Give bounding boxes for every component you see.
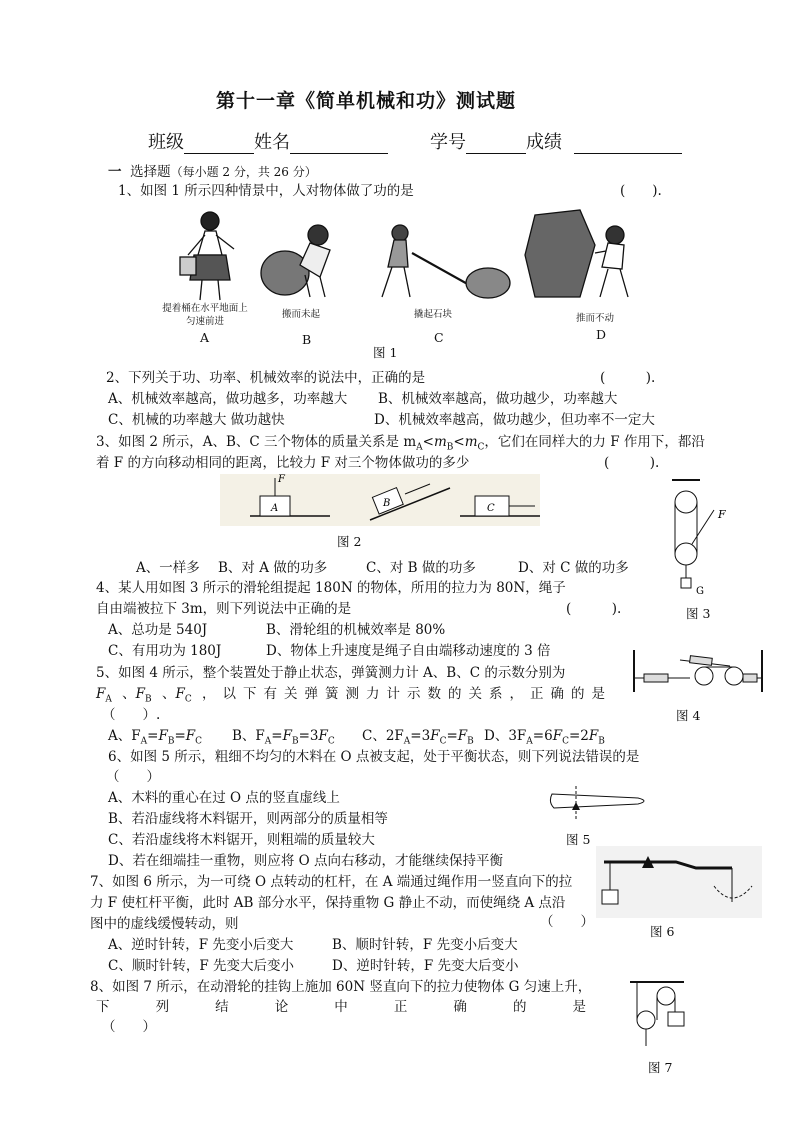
fig1-caption-b: 搬而未起: [282, 309, 321, 320]
q8-stem-line1: 8、如图 7 所示，在动滑轮的挂钩上施加 60N 竖直向下的拉力使物体 G 匀速上升，: [90, 979, 592, 995]
q8-char: 下: [96, 999, 110, 1015]
q7-stem-line1: 7、如图 6 所示，为一可绕 O 点转动的杠杆，在 A 端通过绳作用一竖直向下的拉: [90, 874, 573, 890]
number-label: 学号: [430, 132, 466, 153]
figure-2-blocks: [220, 474, 540, 526]
girl-with-bucket-figure: [180, 212, 234, 300]
fig1-label: 图 1: [373, 345, 398, 360]
name-blank[interactable]: [290, 135, 388, 154]
fig1-caption-a: 提着桶在水平地面上匀速前进: [162, 303, 248, 327]
fig1-letter-a: A: [200, 330, 210, 345]
q5-option-b-text: B、F: [232, 728, 265, 744]
q4-option-d[interactable]: D、物体上升速度是绳子自由端移动速度的 3 倍: [266, 643, 551, 659]
fig3-load: [681, 578, 691, 588]
boy-pushing-rock-figure: [525, 210, 628, 297]
q6-stem: 6、如图 5 所示，粗细不均匀的木料在 O 点被支起，处于平衡状态，则下列说法错误的是: [108, 749, 640, 765]
fig2-block-c-label: C: [487, 503, 495, 514]
q8-char: 确: [453, 999, 467, 1015]
fig2-label: 图 2: [337, 534, 362, 549]
q5-fa-symbol: F: [96, 686, 106, 702]
fig4-pulley-right: [725, 667, 743, 685]
q8-char: 正: [393, 999, 408, 1015]
q2-stem: 2、下列关于功、功率、机械效率的说法中，正确的是: [106, 370, 426, 386]
figure-3-pulley: [662, 474, 732, 606]
q5-option-d[interactable]: D、$3F_A=6F_C=2F_B$: [484, 728, 605, 747]
fig1-letter-d: D: [596, 327, 607, 342]
fig3-fixed-pulley: [675, 491, 697, 513]
q3-option-a[interactable]: A、一样多: [136, 560, 200, 576]
fig4-label: 图 4: [676, 708, 701, 723]
student-info-row: [148, 128, 682, 154]
q7-stem-line3: 图中的虚线缓慢转动，则: [90, 916, 239, 932]
q3-stem-line2: 着 F 的方向移动相同的距离，比较力 F 对三个物体做功的多少: [96, 455, 470, 471]
section-number: 一: [108, 164, 122, 180]
q1-answer-paren[interactable]: ( ).: [620, 183, 662, 199]
q5-stem-line1: 5、如图 4 所示，整个装置处于静止状态，弹簧测力计 A、B、C 的示数分别为: [96, 665, 566, 681]
q8-char: 结: [215, 999, 229, 1015]
fig7-load-g: [668, 1012, 684, 1026]
fig7-fixed-pulley: [657, 987, 675, 1005]
q8-char: 的: [512, 999, 527, 1015]
number-blank[interactable]: [466, 135, 526, 154]
q7-stem-line2: 力 F 使杠杆平衡，此时 AB 部分水平，保持重物 G 静止不动，而使绳绕 A 点沿: [90, 895, 566, 911]
q7-option-b[interactable]: B、顺时针转，F 先变小后变大: [332, 937, 518, 953]
figure-5-wood: [546, 784, 656, 824]
fig3-load-label: G: [696, 586, 704, 597]
q8-char: 中: [334, 999, 348, 1015]
q5-answer-paren[interactable]: （ ）.: [102, 707, 161, 723]
class-blank[interactable]: [184, 135, 254, 154]
fig3-moving-pulley: [675, 543, 697, 565]
class-label: 班级: [148, 132, 184, 153]
fig1-caption-c: 撬起石块: [414, 309, 453, 320]
q4-answer-paren[interactable]: ( ).: [566, 601, 622, 617]
q8-answer-paren[interactable]: （ ）: [102, 1019, 156, 1035]
q7-option-d[interactable]: D、逆时针转，F 先变大后变小: [332, 958, 519, 974]
q4-option-c[interactable]: C、有用功为 180J: [108, 643, 222, 659]
q3-stem-line1: 3、如图 2 所示，A、B、C 三个物体的质量关系是 $m_A<m_B<m_C$，它们在同样大的力 F 作用下，都沿: [96, 434, 705, 453]
q7-answer-paren[interactable]: （ ）: [540, 914, 594, 930]
q3-option-d[interactable]: D、对 C 做的功多: [518, 560, 629, 576]
q6-option-c[interactable]: C、若沿虚线将木料锯开，则粗端的质量较大: [108, 832, 375, 848]
q5-option-a-text: A、F: [108, 728, 141, 744]
q8-char: 是: [572, 999, 586, 1015]
man-lifting-stone-figure: [261, 225, 330, 297]
q5-option-c-text: C、2F: [362, 728, 404, 744]
figure-1-illustrations: [150, 205, 650, 305]
q4-stem-line2: 自由端被拉下 3m，则下列说法中正确的是: [96, 601, 352, 617]
fig7-label: 图 7: [648, 1060, 673, 1075]
q8-char: 列: [155, 999, 170, 1015]
q3-stem-part2: ，它们在同样大的力 F 作用下，都沿: [484, 434, 705, 450]
fig5-wood-log: [550, 794, 644, 808]
fig4-pulley-left: [695, 667, 713, 685]
figure-6-lever: [596, 846, 762, 918]
fig4-scale-a: [644, 674, 668, 682]
q6-option-a[interactable]: A、木料的重心在过 O 点的竖直虚线上: [108, 790, 340, 806]
q6-option-b[interactable]: B、若沿虚线将木料锯开，则两部分的质量相等: [108, 811, 388, 827]
score-blank[interactable]: [574, 135, 682, 154]
fig4-scale-c: [690, 656, 713, 666]
q4-stem-line1: 4、某人用如图 3 所示的滑轮组提起 180N 的物体，所用的拉力为 80N，绳子: [96, 580, 566, 596]
fig2-force-label: F: [278, 474, 285, 485]
q5-option-a[interactable]: A、$F_A=F_B=F_C$: [108, 728, 203, 747]
q2-option-c[interactable]: C、机械的功率越大 做功越快: [108, 412, 285, 428]
q3-option-c[interactable]: C、对 B 做的功多: [366, 560, 476, 576]
q3-stem-part1: 3、如图 2 所示，A、B、C 三个物体的质量关系是 m: [96, 434, 417, 450]
q5-option-b[interactable]: B、$F_A=F_B=3F_C$: [232, 728, 335, 747]
q2-option-b[interactable]: B、机械效率越高，做功越少，功率越大: [378, 391, 618, 407]
q8-char: 论: [274, 999, 289, 1015]
q3-option-b[interactable]: B、对 A 做的功多: [218, 560, 328, 576]
fig6-weight-g: [602, 890, 618, 904]
q2-answer-paren[interactable]: ( ).: [600, 370, 656, 386]
q3-answer-paren[interactable]: ( ).: [604, 455, 660, 471]
q7-option-a[interactable]: A、逆时针转，F 先变小后变大: [108, 937, 294, 953]
fig2-block-b-label: B: [383, 498, 391, 509]
fig6-label: 图 6: [650, 924, 675, 939]
fig5-label: 图 5: [566, 832, 591, 847]
fig3-pull-rope: [692, 510, 714, 544]
fig3-label: 图 3: [686, 606, 711, 621]
figure-7-pulley: [626, 980, 688, 1052]
section-heading: [108, 162, 317, 182]
section-note: （每小题 2 分，共 26 分）: [170, 165, 317, 179]
q2-option-a[interactable]: A、机械效率越高，做功越多，功率越大: [108, 391, 348, 407]
fig1-letter-c: C: [434, 330, 444, 345]
fig3-force-label: F: [718, 508, 726, 521]
q5-option-c[interactable]: C、$2F_A=3F_C=F_B$: [362, 728, 474, 747]
q7-option-c[interactable]: C、顺时针转，F 先变大后变小: [108, 958, 294, 974]
q5-stem-line2-text: ，以下有关弹簧测力计示数的关系，正确的是: [202, 686, 613, 702]
fig1-caption-d: 推而不动: [576, 313, 615, 324]
fig7-moving-pulley: [637, 1011, 655, 1029]
q1-stem: 1、如图 1 所示四种情景中，人对物体做了功的是: [118, 183, 414, 199]
fig2-block-a-label: A: [271, 503, 279, 514]
score-label: 成绩: [526, 132, 562, 153]
figure-4-spring-scales: [630, 646, 770, 700]
fig1-letter-b: B: [302, 332, 312, 347]
q2-option-d[interactable]: D、机械效率越高，做功越少，但功率不一定大: [374, 412, 655, 428]
q4-option-a[interactable]: A、总功是 540J: [108, 622, 208, 638]
q5-option-d-text: D、3F: [484, 728, 527, 744]
q6-answer-paren[interactable]: （ ）: [106, 769, 160, 785]
q8-stem-line2: [96, 997, 586, 1017]
man-prying-rock-figure: [382, 225, 510, 298]
section-label: 选择题: [130, 164, 171, 180]
fig4-scale-b: [743, 674, 757, 682]
q6-option-d[interactable]: D、若在细端挂一重物，则应将 O 点向右移动，才能继续保持平衡: [108, 853, 503, 869]
page-title: 第十一章《简单机械和功》测试题: [216, 90, 517, 112]
name-label: 姓名: [254, 132, 290, 153]
q4-option-b[interactable]: B、滑轮组的机械效率是 80%: [266, 622, 446, 638]
q5-stem-line2: $F_A$ 、$F_B$ 、$F_C$ ，以下有关弹簧测力计示数的关系，正确的是: [96, 686, 613, 705]
